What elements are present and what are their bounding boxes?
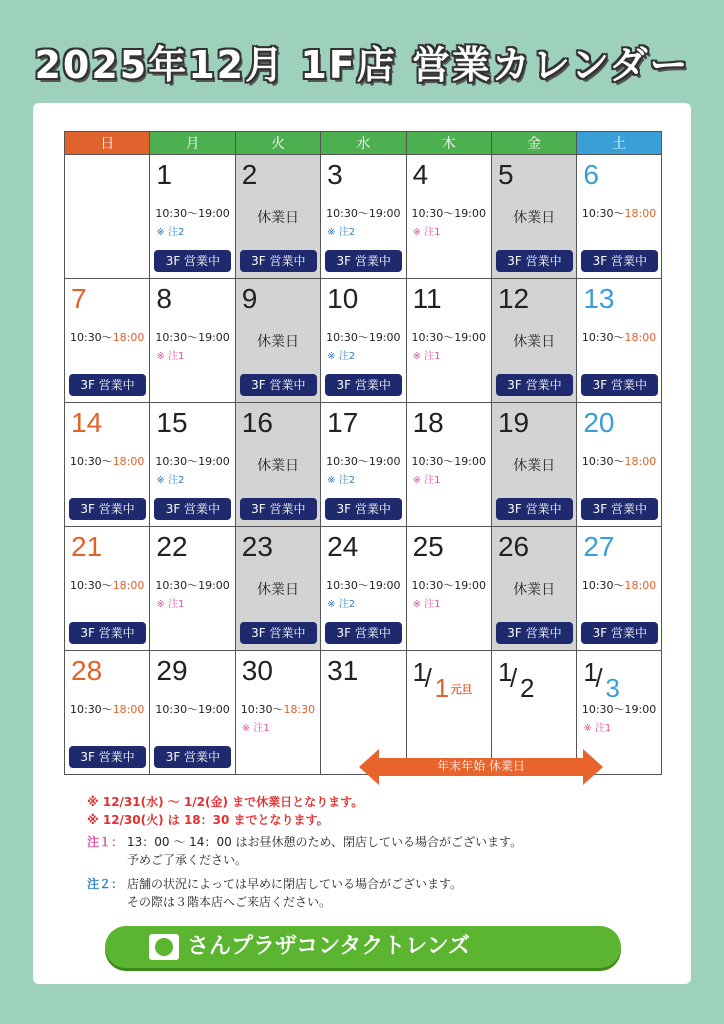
note1-text-line2: 予めご了承ください。 [127, 853, 248, 867]
3f-open-badge: 3F 営業中 [496, 622, 573, 644]
day-cell-30 [235, 651, 320, 775]
day-cell-1 [149, 155, 234, 279]
day-cell-26 [491, 527, 576, 651]
day-cell-12 [491, 279, 576, 403]
3f-open-badge: 3F 営業中 [240, 622, 317, 644]
day-cell-5 [491, 155, 576, 279]
day-cell-14 [64, 403, 149, 527]
day-number: 27 [583, 531, 615, 562]
3f-open-badge: 3F 営業中 [154, 746, 231, 768]
3f-open-badge: 3F 営業中 [240, 250, 317, 272]
notes-section [87, 793, 522, 911]
hours: 10:30～19:00 [411, 207, 486, 220]
closed-label: 休業日 [256, 582, 299, 598]
day-cell-29 [149, 651, 234, 775]
hours: 10:30～19:00 [155, 207, 230, 220]
day-cell-15 [149, 403, 234, 527]
holiday-banner: 年末年始 休業日 [437, 759, 525, 773]
3f-open-badge: 3F 営業中 [581, 498, 658, 520]
3f-open-badge: 3F 営業中 [69, 374, 146, 396]
day-number: 12 [497, 283, 530, 314]
week-row [64, 155, 662, 279]
closed-label: 休業日 [513, 334, 556, 350]
day-cell-24 [320, 527, 405, 651]
day-number: 7 [71, 283, 87, 314]
hours: 10:30～18:00 [581, 207, 657, 220]
note1-mark: ※ 注1 [156, 599, 185, 610]
day-number: 9 [241, 283, 258, 314]
day-number: 16 [241, 407, 273, 438]
day-number: 5 [497, 159, 514, 190]
note1-text-line1: 13：00 ～ 14：00 はお昼休憩のため、閉店している場合がございます。 [127, 835, 523, 849]
note1-mark: ※ 注1 [412, 351, 441, 362]
calendar-card [33, 103, 691, 984]
day-number: 13 [583, 283, 615, 314]
day-cell-10 [320, 279, 405, 403]
day-cell-22 [149, 527, 234, 651]
day-number: 29 [156, 655, 188, 686]
hours: 10:30～19:00 [411, 331, 486, 344]
hours: 10:30～18:00 [581, 331, 657, 344]
day-cell-19 [491, 403, 576, 527]
day-cell-6 [576, 155, 661, 279]
day-cell-23 [235, 527, 320, 651]
day-number: 31 [327, 655, 359, 686]
day-number: 17 [327, 407, 359, 438]
hours: 10:30～19:00 [326, 207, 401, 220]
note2-mark: ※ 注2 [327, 599, 356, 610]
note2-text-line1: 店舗の状況によっては早めに閉店している場合がございます。 [127, 877, 463, 891]
note1-text [127, 833, 522, 869]
day-number: 19 [497, 407, 530, 438]
day-number: 15 [156, 407, 188, 438]
weekday-sun: 日 [64, 131, 149, 155]
day-number: 14 [71, 407, 103, 438]
note2-mark: ※ 注2 [327, 227, 356, 238]
3f-open-badge: 3F 営業中 [581, 622, 658, 644]
3f-open-badge: 3F 営業中 [496, 374, 573, 396]
closed-label: 休業日 [256, 458, 299, 474]
notice-line-2: ※ 12/30(火) は 18：30 までとなります。 [87, 813, 329, 827]
hours: 10:30～18:30 [240, 703, 316, 716]
closed-label: 休業日 [513, 582, 556, 598]
day-number: 1 [156, 159, 172, 190]
weekday-fri: 金 [491, 131, 576, 155]
closed-label: 休業日 [513, 210, 556, 226]
3f-open-badge: 3F 営業中 [325, 498, 402, 520]
slash: / [509, 663, 518, 693]
month-num: 1 [412, 657, 428, 687]
hours: 10:30～19:00 [155, 579, 230, 592]
day-cell-20 [576, 403, 661, 527]
weekday-tue: 火 [235, 131, 320, 155]
new-year-label: 元旦 [450, 683, 473, 696]
day-cell-25 [406, 527, 491, 651]
notice-line-1: ※ 12/31(水) ～ 1/2(金) まで休業日となります。 [87, 795, 364, 809]
month-num: 1 [583, 657, 598, 687]
calendar-grid [64, 131, 662, 775]
brand-tree-icon [149, 934, 179, 960]
day-num: 3 [605, 673, 620, 703]
day-number: 6 [583, 159, 599, 190]
day-cell-21 [64, 527, 149, 651]
day-number: 26 [497, 531, 530, 562]
note1-mark: ※ 注1 [156, 351, 185, 362]
3f-open-badge: 3F 営業中 [496, 250, 573, 272]
weekday-thu: 木 [406, 131, 491, 155]
note2-mark: ※ 注2 [327, 475, 356, 486]
hours: 10:30～19:00 [326, 331, 401, 344]
note1-mark: ※ 注1 [241, 723, 270, 734]
brand-name: さんプラザコンタクトレンズ [187, 934, 471, 959]
closed-label: 休業日 [256, 334, 299, 350]
3f-open-badge: 3F 営業中 [154, 498, 231, 520]
closed-label: 休業日 [256, 210, 299, 226]
day-number: 23 [241, 531, 273, 562]
brand-logo [105, 926, 621, 968]
weekday-sat: 土 [576, 131, 661, 155]
weekday-header [64, 131, 662, 155]
day-cell-13 [576, 279, 661, 403]
3f-open-badge: 3F 営業中 [240, 374, 317, 396]
day-number: 22 [156, 531, 188, 562]
day-number: 4 [412, 159, 429, 190]
day-cell-4 [406, 155, 491, 279]
3f-open-badge: 3F 営業中 [154, 250, 231, 272]
day-cell-11 [406, 279, 491, 403]
day-number: 20 [583, 407, 615, 438]
3f-open-badge: 3F 営業中 [325, 374, 402, 396]
hours: 10:30～18:00 [581, 455, 657, 468]
week-row [64, 527, 662, 651]
day-num: 1 [434, 673, 450, 703]
day-number: 30 [241, 655, 273, 686]
3f-open-badge: 3F 営業中 [496, 498, 573, 520]
closed-label: 休業日 [513, 458, 556, 474]
3f-open-badge: 3F 営業中 [581, 374, 658, 396]
day-number: 28 [71, 655, 103, 686]
hours: 10:30～19:00 [411, 579, 486, 592]
hours: 10:30～18:00 [69, 579, 145, 592]
hours: 10:30～18:00 [69, 331, 145, 344]
hours: 10:30～19:00 [411, 455, 486, 468]
note1-mark: ※ 注1 [412, 227, 441, 238]
hours: 10:30～18:00 [69, 455, 145, 468]
hours: 10:30～18:00 [581, 579, 657, 592]
note1-mark: ※ 注1 [583, 723, 612, 734]
3f-open-badge: 3F 営業中 [325, 250, 402, 272]
3f-open-badge: 3F 営業中 [325, 622, 402, 644]
3f-open-badge: 3F 営業中 [69, 622, 146, 644]
3f-open-badge: 3F 営業中 [69, 746, 146, 768]
note2-label: 注２： [87, 877, 124, 891]
week-row [64, 279, 662, 403]
3f-open-badge: 3F 営業中 [240, 498, 317, 520]
month-num: 1 [497, 657, 513, 687]
day-cell-3 [320, 155, 405, 279]
note2-mark: ※ 注2 [156, 475, 185, 486]
note2-mark: ※ 注2 [156, 227, 185, 238]
day-cell-28 [64, 651, 149, 775]
weekday-wed: 水 [320, 131, 405, 155]
hours: 10:30～19:00 [155, 703, 230, 716]
day-number: 10 [327, 283, 359, 314]
weekday-mon: 月 [149, 131, 234, 155]
3f-open-badge: 3F 営業中 [69, 498, 146, 520]
day-number: 11 [412, 283, 442, 314]
day-number: 3 [327, 159, 343, 190]
day-number: 18 [412, 407, 444, 438]
note1-label: 注１： [87, 835, 124, 849]
day-cell-17 [320, 403, 405, 527]
note2-text [127, 875, 462, 911]
day-cell-7 [64, 279, 149, 403]
note1-row [87, 833, 522, 869]
note2-mark: ※ 注2 [327, 351, 356, 362]
day-cell-27 [576, 527, 661, 651]
3f-open-badge: 3F 営業中 [581, 250, 658, 272]
hours: 10:30～19:00 [581, 703, 657, 716]
hours: 10:30～19:00 [326, 455, 401, 468]
day-number: 8 [156, 283, 172, 314]
day-cell-16 [235, 403, 320, 527]
day-cell-8 [149, 279, 234, 403]
hours: 10:30～19:00 [155, 455, 230, 468]
page-title: 2025年12月 1F店 営業カレンダー [34, 43, 690, 87]
hours: 10:30～18:00 [69, 703, 145, 716]
slash: / [595, 663, 603, 693]
day-number: 21 [71, 531, 103, 562]
day-cell-18 [406, 403, 491, 527]
day-number: 2 [241, 159, 258, 190]
slash: / [424, 663, 432, 693]
note1-mark: ※ 注1 [412, 599, 441, 610]
day-number: 24 [327, 531, 359, 562]
note2-text-line2: その際は３階本店へご来店ください。 [127, 895, 332, 909]
hours: 10:30～19:00 [326, 579, 401, 592]
day-cell-2 [235, 155, 320, 279]
day-num: 2 [519, 673, 535, 703]
day-number: 25 [412, 531, 444, 562]
note2-row [87, 875, 522, 911]
hours: 10:30～19:00 [155, 331, 230, 344]
day-cell-9 [235, 279, 320, 403]
note1-mark: ※ 注1 [412, 475, 441, 486]
week-row [64, 403, 662, 527]
day-cell-empty [64, 155, 149, 279]
